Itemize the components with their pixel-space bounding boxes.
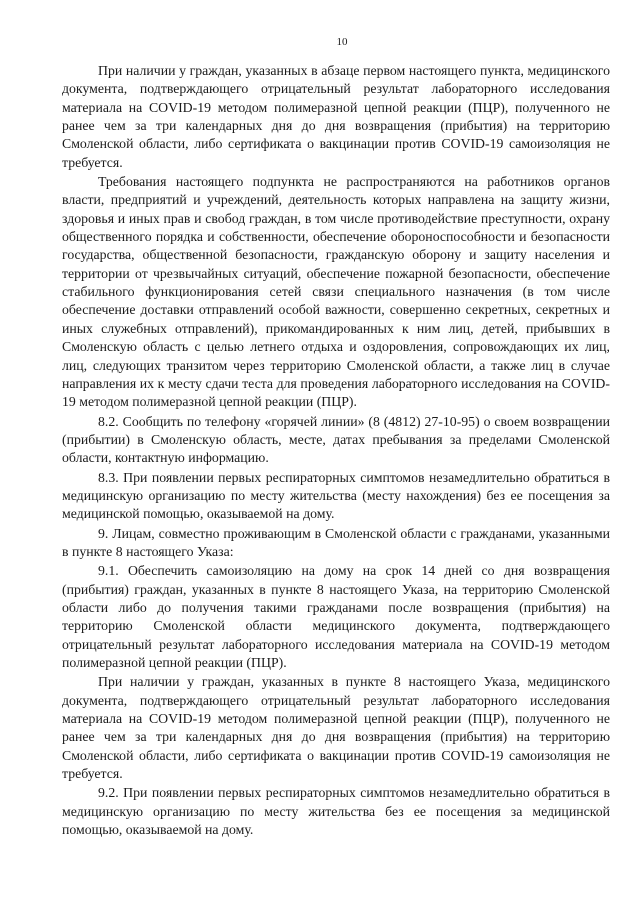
paragraph-requirements-exceptions: Требования настоящего подпункта не распространяются на работников органов власти, предприятий и учреждений, деятельность которых направлена на защиту жизни, здоровья и иных прав и свобод граждан, в том числе противодействие преступности, охрану общественного порядка и собственности, обеспечение обороноспособности и безопасности государства, общественной безопасности, гражданскую оборону и защиту населения и территории от чрезвычайных ситуаций, обеспечение пожарной безопасности, обеспечение стабильного функционирования сетей связи специального назначения (в том числе обеспечение доставки отправлений особой важности, совершенно секретных, секретных и иных служебных отправлений), прикомандированных к ним лиц, детей, прибывших в Смоленскую область с целью летнего отдыха и оздоровления, сопровождающих их лиц, лиц, следующих транзитом через территорию Смоленской области, а также лиц в случае направления их к месту сдачи теста для проведения лабораторного исследования на COVID-19 методом полимеразной цепной реакции (ПЦР). bbox=[62, 174, 610, 410]
page-number: 10 bbox=[336, 36, 348, 48]
paragraph-9-2-symptoms: 9.2. При появлении первых респираторных симптомов незамедлительно обратиться в медицинскую организацию по месту жительства без ее посещения за медицинской помощью, оказываемой на дому. bbox=[62, 785, 610, 838]
paragraph-9-1-self-isolation: 9.1. Обеспечить самоизоляцию на дому на срок 14 дней со дня возвращения (прибытия) граждан, указанных в пункте 8 настоящего Указа, на территорию Смоленской области либо до получения такими гражданами после возвращения (прибытия) на территорию Смоленской области медицинского документа, подтверждающего отрицательный результат лабораторного исследования материала на COVID-19 методом полимеразной цепной реакции (ПЦР). bbox=[62, 563, 610, 670]
paragraph-9-cohabitants: 9. Лицам, совместно проживающим в Смоленской области с гражданами, указанными в пункте 8 настоящего Указа: bbox=[62, 525, 610, 559]
paragraph-9-1-exemption: При наличии у граждан, указанных в пункте 8 настоящего Указа, медицинского документа, подтверждающего отрицательный результат лабораторного исследования материала на COVID-19 методом полимеразной цепной реакции (ПЦР), полученного не ранее чем за три календарных дня до дня возвращения (прибытия) на территорию Смоленской области, либо сертификата о вакцинации против COVID-19 самоизоляция не требуется. bbox=[62, 674, 610, 782]
paragraph-8-2-hotline: 8.2. Сообщить по телефону «горячей линии» (8 (4812) 27-10-95) о своем возвращении (прибытии) в Смоленскую область, месте, датах пребывания за пределами Смоленской области, контактную информацию. bbox=[62, 413, 610, 466]
paragraph-8-3-symptoms: 8.3. При появлении первых респираторных симптомов незамедлительно обратиться в медицинскую организацию по месту жительства (месту нахождения) без ее посещения за медицинской помощью, оказываемой на дому. bbox=[62, 469, 610, 522]
paragraph-certificate-exemption: При наличии у граждан, указанных в абзаце первом настоящего пункта, медицинского документа, подтверждающего отрицательный результат лабораторного исследования материала на COVID-19 методом полимеразной цепной реакции (ПЦР), полученного не ранее чем за три календарных дня до дня возвращения (прибытия) на территорию Смоленской области, либо сертификата о вакцинации против COVID-19 самоизоляция не требуется. bbox=[62, 63, 610, 170]
